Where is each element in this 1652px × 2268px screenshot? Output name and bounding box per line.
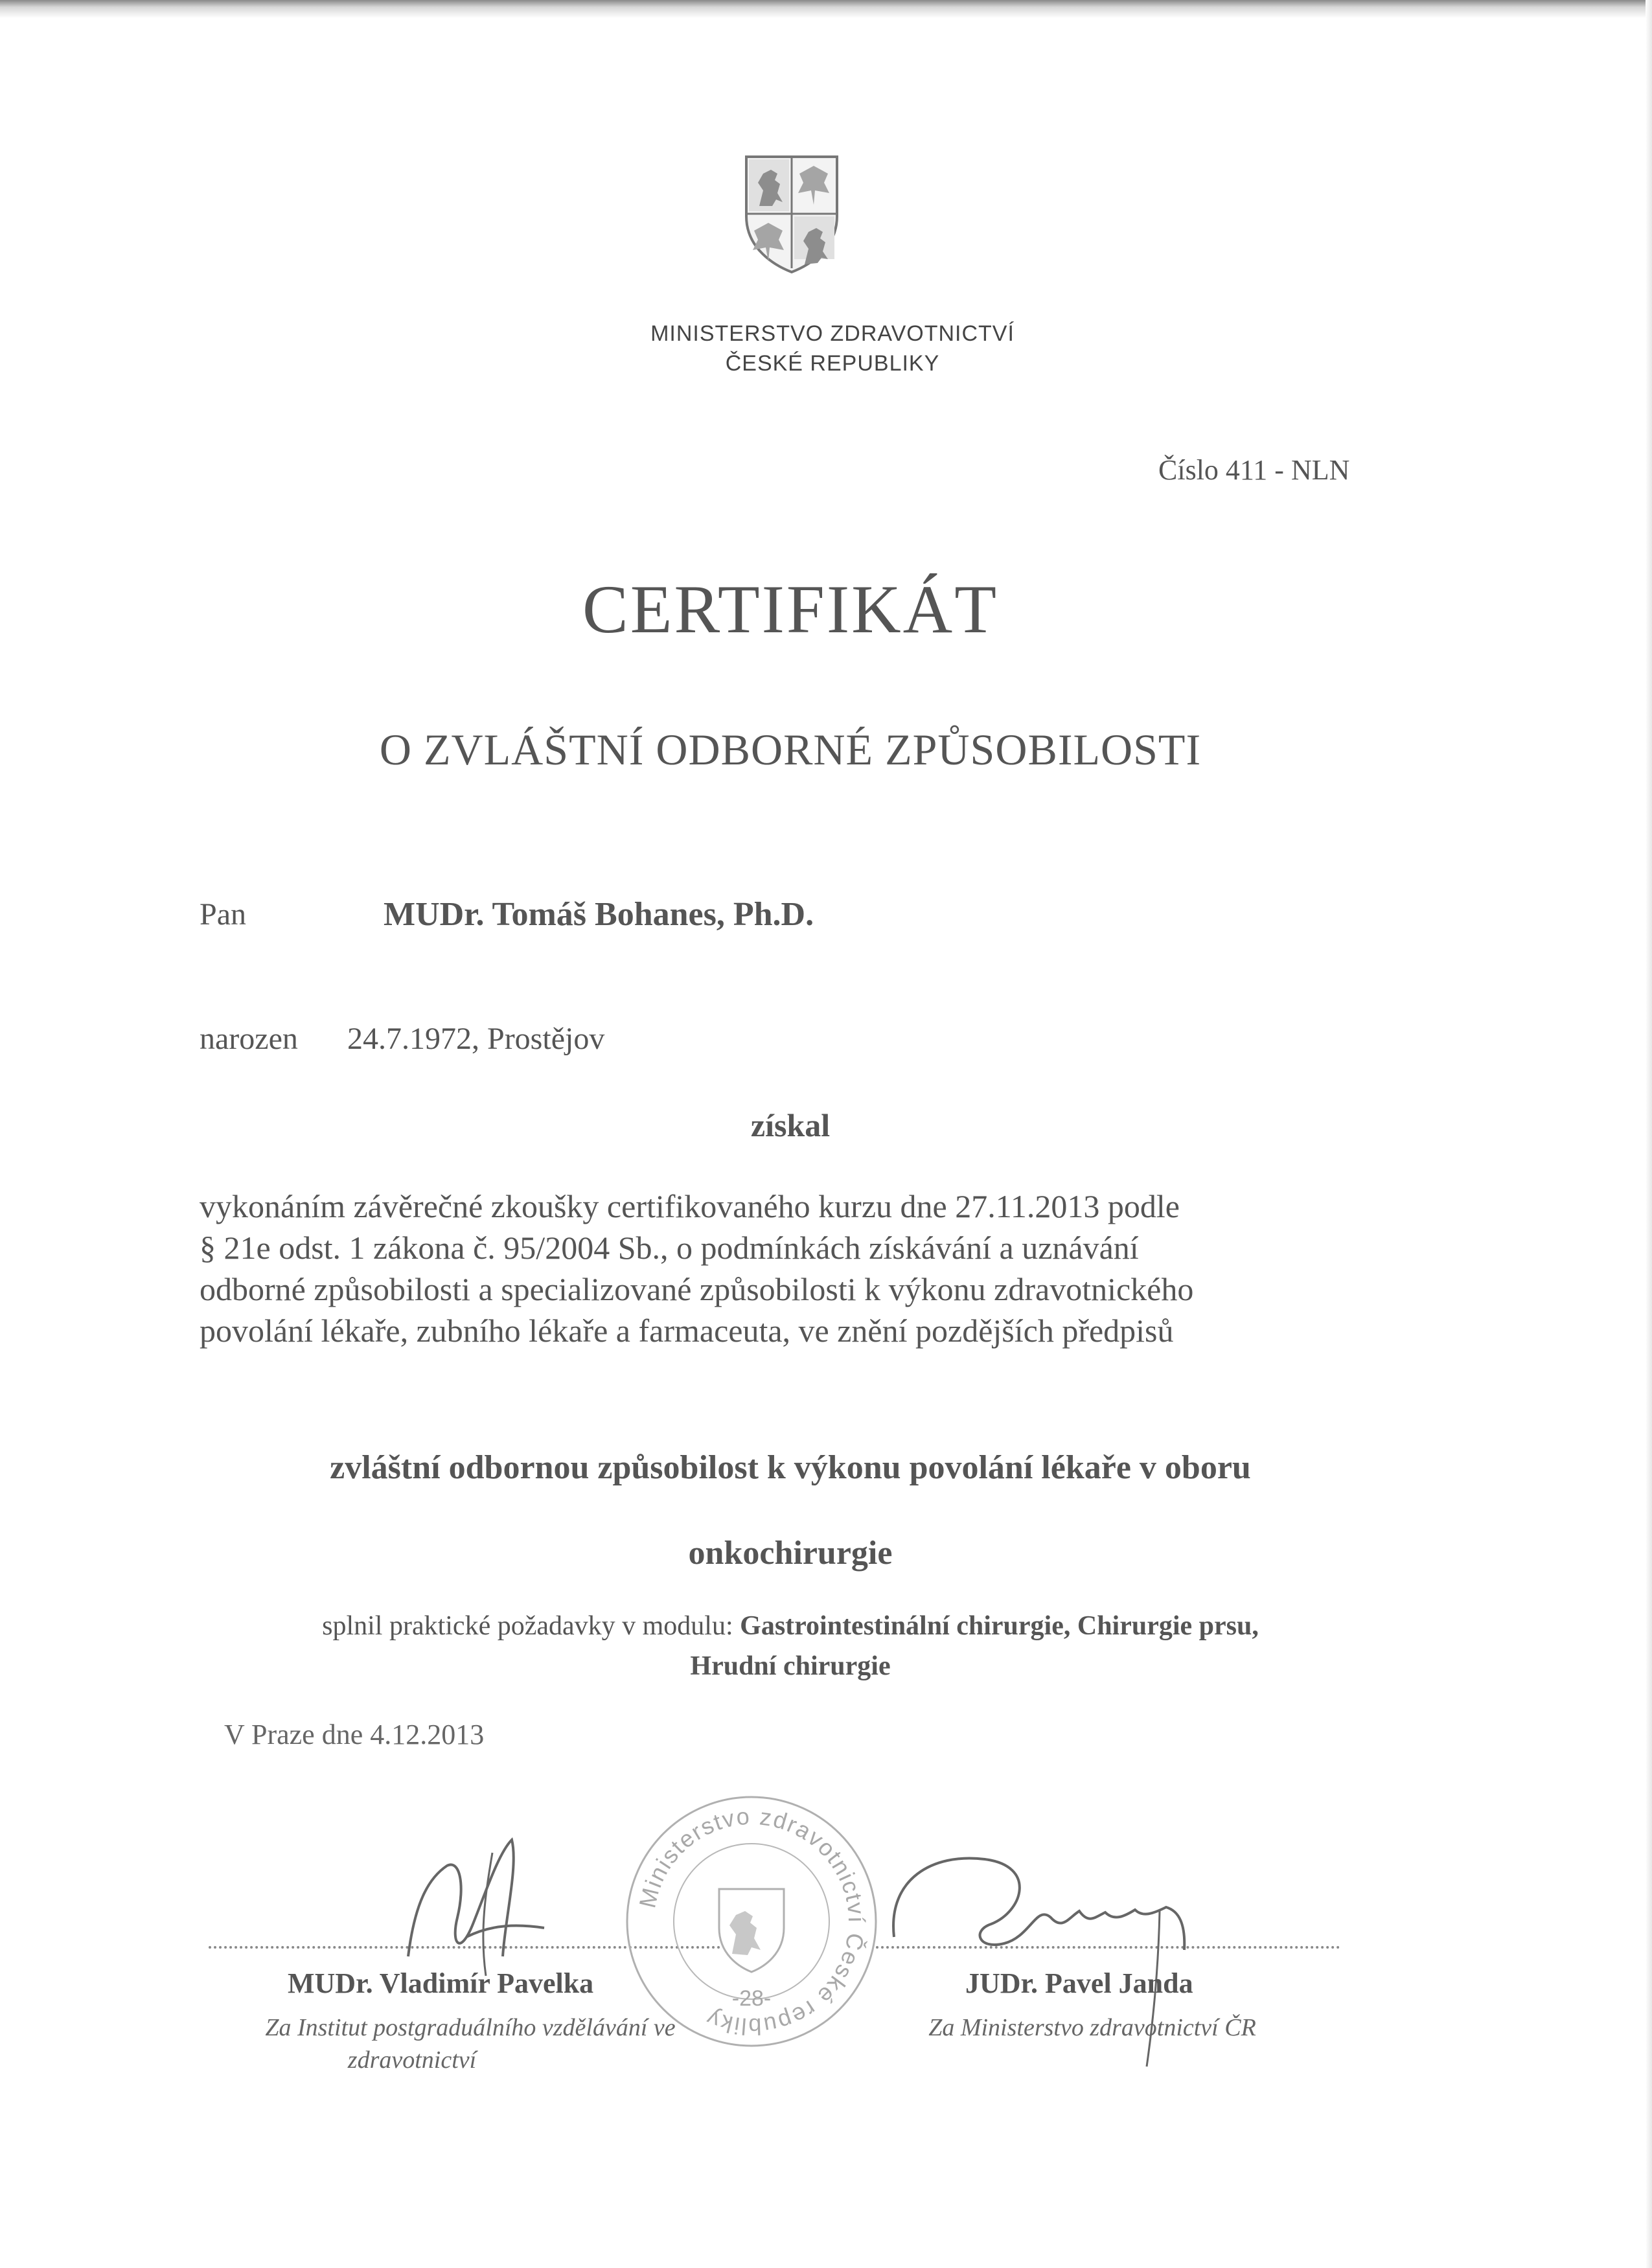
born-value: 24.7.1972, Prostějov — [347, 1022, 605, 1056]
salutation-label: Pan — [200, 897, 246, 932]
born-label: narozen — [200, 1022, 298, 1056]
stamp-ring-text: Ministerstvo zdravotnictví České republiky — [634, 1802, 871, 2041]
left-signatory-role-line2: zdravotnictví — [347, 2046, 477, 2074]
ministry-name-line2: ČESKÉ REPUBLIKY — [725, 351, 940, 376]
modules-line1 — [0, 1610, 1581, 1642]
certificate-number: Číslo 411 - NLN — [1158, 454, 1350, 486]
stamp-number: -28- — [731, 1986, 772, 2011]
acquired-label: získal — [750, 1107, 831, 1143]
ministry-name-line1: MINISTERSTVO ZDRAVOTNICTVÍ — [650, 321, 1015, 346]
modules-prefix: splnil praktické požadavky v modulu: — [322, 1611, 740, 1641]
modules-list-part2: Hrudní chirurgie — [690, 1651, 891, 1681]
place-and-date: V Praze dne 4.12.2013 — [224, 1719, 485, 1750]
official-round-stamp — [622, 1792, 881, 2051]
legal-basis-line: povolání lékaře, zubního lékaře a farmaceuta, ve znění pozdějších předpisů — [200, 1312, 1174, 1349]
czech-coat-of-arms-icon — [744, 154, 840, 275]
scan-top-edge — [0, 0, 1652, 18]
legal-basis-line: vykonáním závěrečné zkoušky certifikovaného kurzu dne 27.11.2013 podle — [200, 1188, 1180, 1224]
competence-statement: zvláštní odbornou způsobilost k výkonu povolání lékaře v oboru — [330, 1449, 1251, 1486]
holder-name: MUDr. Tomáš Bohanes, Ph.D. — [384, 896, 814, 933]
left-signatory-role-line1: Za Institut postgraduálního vzdělávání ve — [265, 2014, 676, 2041]
modules-list-part1: Gastrointestinální chirurgie, Chirurgie prsu, — [740, 1611, 1259, 1641]
competence-field: onkochirurgie — [688, 1535, 893, 1572]
certificate-title: CERTIFIKÁT — [582, 571, 998, 647]
left-signatory-name: MUDr. Vladimír Pavelka — [288, 1967, 594, 1999]
right-signatory-role: Za Ministerstvo zdravotnictví ČR — [928, 2014, 1256, 2041]
legal-basis-line: odborné způsobilosti a specializované způsobilosti k výkonu zdravotnického — [200, 1271, 1194, 1307]
legal-basis-paragraph — [200, 1186, 1382, 1351]
right-signatory-name: JUDr. Pavel Janda — [965, 1967, 1193, 1999]
legal-basis-line: § 21e odst. 1 zákona č. 95/2004 Sb., o podmínkách získávání a uznávání — [200, 1230, 1139, 1266]
certificate-subtitle: O ZVLÁŠTNÍ ODBORNÉ ZPŮSOBILOSTI — [379, 725, 1202, 774]
